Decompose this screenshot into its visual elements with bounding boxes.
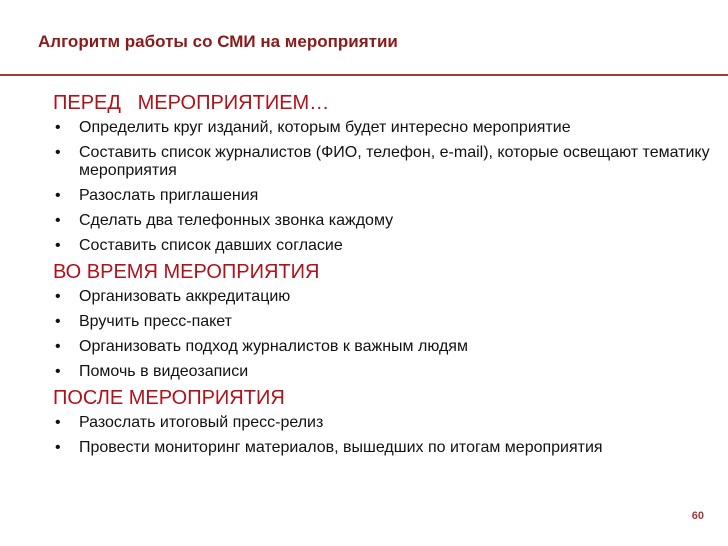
bullet-icon: • <box>55 212 61 229</box>
bullet-icon: • <box>55 119 61 136</box>
section-heading: ВО ВРЕМЯ МЕРОПРИЯТИЯ <box>53 261 320 283</box>
list-item-text: Организовать подход журналистов к важным людям <box>79 338 468 355</box>
bullet-list <box>53 288 713 381</box>
bullet-icon: • <box>55 144 61 161</box>
list-item <box>53 288 713 306</box>
title-divider <box>0 74 728 76</box>
list-item-text: Составить список давших согласие <box>79 237 343 254</box>
section-before-event <box>53 91 713 255</box>
bullet-icon: • <box>55 414 61 431</box>
bullet-list <box>53 414 713 457</box>
bullet-list <box>53 119 713 255</box>
list-item <box>53 187 713 205</box>
section-heading: ПОСЛЕ МЕРОПРИЯТИЯ <box>53 387 285 409</box>
list-item <box>53 313 713 331</box>
section-heading: ПЕРЕД МЕРОПРИЯТИЕМ… <box>53 92 330 114</box>
bullet-icon: • <box>55 237 61 254</box>
list-item-text: Разослать итоговый пресс-релиз <box>79 414 324 431</box>
bullet-icon: • <box>55 288 61 305</box>
list-item <box>53 212 713 230</box>
list-item-text: Составить список журналистов (ФИО, телефон, e-mail), которые освещают тематику мероприятия <box>79 144 710 179</box>
slide-content <box>53 91 713 464</box>
list-item <box>53 363 713 381</box>
list-item-text: Разослать приглашения <box>79 187 259 204</box>
list-item-text: Определить круг изданий, которым будет интересно мероприятие <box>79 119 571 136</box>
list-item <box>53 439 713 457</box>
list-item-text: Сделать два телефонных звонка каждому <box>79 212 394 229</box>
list-item <box>53 338 713 356</box>
list-item-text: Провести мониторинг материалов, вышедших по итогам мероприятия <box>79 439 603 456</box>
bullet-icon: • <box>55 313 61 330</box>
list-item <box>53 144 713 180</box>
bullet-icon: • <box>55 187 61 204</box>
slide-title: Алгоритм работы со СМИ на мероприятии <box>38 32 398 51</box>
bullet-icon: • <box>55 338 61 355</box>
page-number: 60 <box>691 510 704 522</box>
list-item <box>53 414 713 432</box>
list-item-text: Вручить пресс-пакет <box>79 313 232 330</box>
list-item-text: Помочь в видеозаписи <box>79 363 249 380</box>
list-item <box>53 119 713 137</box>
bullet-icon: • <box>55 439 61 456</box>
section-during-event <box>53 260 713 381</box>
bullet-icon: • <box>55 363 61 380</box>
list-item <box>53 237 713 255</box>
list-item-text: Организовать аккредитацию <box>79 288 291 305</box>
section-after-event <box>53 386 713 457</box>
